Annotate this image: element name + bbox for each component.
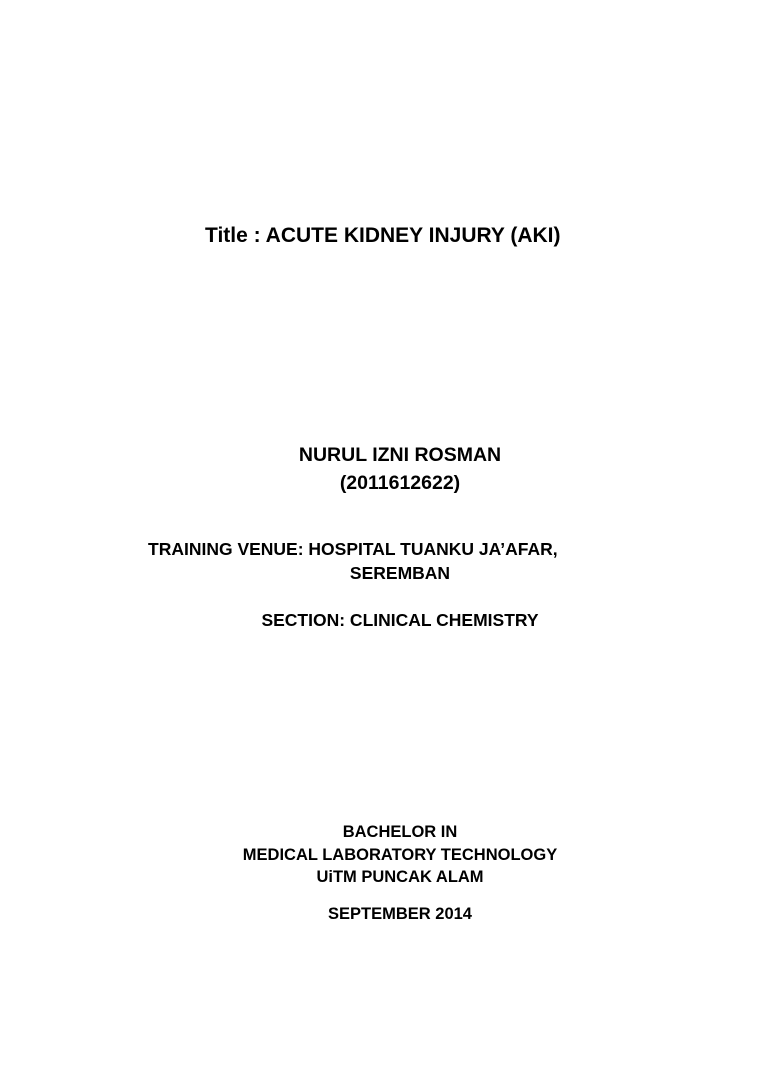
document-date: SEPTEMBER 2014 xyxy=(328,905,472,923)
program-line-2: MEDICAL LABORATORY TECHNOLOGY xyxy=(242,846,558,864)
document-title: Title : ACUTE KIDNEY INJURY (AKI) xyxy=(205,224,561,247)
program-line-1: BACHELOR IN xyxy=(342,823,458,841)
program-line-3: UiTM PUNCAK ALAM xyxy=(316,868,484,886)
student-name: NURUL IZNI ROSMAN xyxy=(298,444,502,466)
training-venue-line-2: SEREMBAN xyxy=(349,563,451,583)
training-venue-line-1: TRAINING VENUE: HOSPITAL TUANKU JA’AFAR, xyxy=(148,539,558,559)
section-label: SECTION: CLINICAL CHEMISTRY xyxy=(261,610,539,630)
student-id: (2011612622) xyxy=(339,472,461,494)
